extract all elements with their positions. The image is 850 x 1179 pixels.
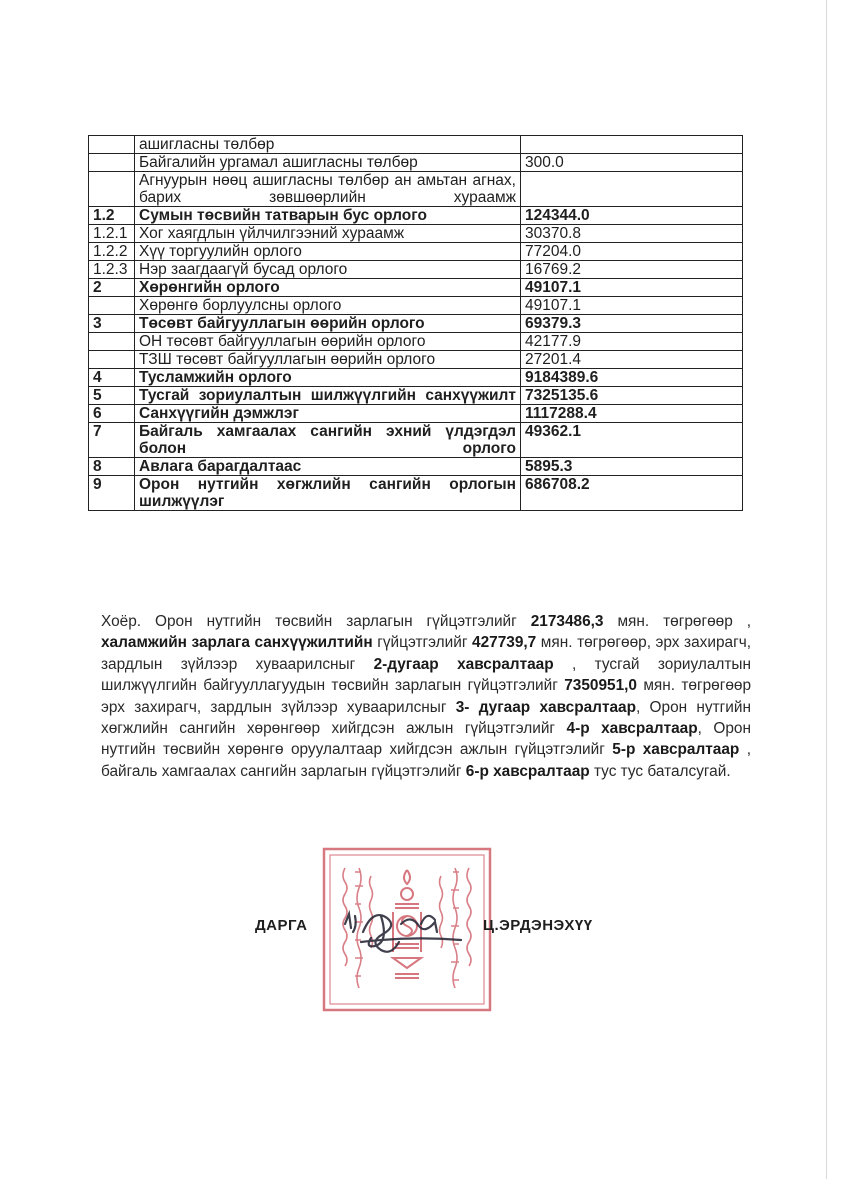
row-name: Хөрөнгө борлуулсны орлого [135, 297, 521, 315]
paragraph-amount: 2173486,3 [530, 613, 604, 630]
row-value: 16769.2 [521, 261, 743, 279]
row-name: Агнуурын нөөц ашигласны төлбөр ан амьтан агнах, барих зөвшөөрлийн хураамж [135, 172, 521, 207]
row-value: 30370.8 [521, 225, 743, 243]
paragraph-text: Хоёр. Орон нутгийн төсвийн зарлагын гүйцэтгэлийг [101, 613, 531, 630]
official-seal [321, 846, 493, 1013]
appendix-reference: 2-дугаар хавсралтаар [373, 655, 554, 673]
paragraph-text: гүйцэтгэлийг [372, 634, 473, 652]
row-value: 1117288.4 [521, 405, 743, 423]
row-name: Хөрөнгийн орлого [135, 279, 521, 297]
row-number [89, 351, 135, 369]
row-number: 1.2.2 [89, 243, 135, 261]
paragraph-text: , байгаль хамгаалах сангийн зарлагын гүйцэтгэлийг [101, 741, 751, 780]
table-row [89, 172, 743, 207]
row-number: 7 [89, 423, 135, 458]
table-row [89, 243, 743, 261]
paragraph-amount: 7350951,0 [564, 677, 637, 695]
appendix-reference: 3- дугаар хавсралтаар [455, 698, 636, 716]
row-value: 49107.1 [521, 279, 743, 297]
row-number: 6 [89, 405, 135, 423]
row-name: Сумын төсвийн татварын бус орлого [135, 207, 521, 225]
row-name: ашигласны төлбөр [135, 136, 521, 154]
row-number: 5 [89, 387, 135, 405]
table-row [89, 154, 743, 172]
appendix-reference: 5-р хавсралтаар [612, 741, 740, 759]
row-value: 7325135.6 [521, 387, 743, 405]
row-name: Авлага барагдалтаас [135, 458, 521, 476]
row-name: Санхүүгийн дэмжлэг [135, 405, 521, 423]
row-number [89, 333, 135, 351]
signatory-title: ДАРГА [255, 917, 308, 934]
paragraph-text: , Орон нутгийн хөгжлийн сангийн хөрөнгөөр хийгдсэн ажлын гүйцэтгэлийг [101, 698, 751, 738]
row-value: 27201.4 [521, 351, 743, 369]
table-row [89, 423, 743, 458]
row-value: 49107.1 [521, 297, 743, 315]
paragraph-text: мян. төгрөгөөр, эрх захирагч, зардлын зүйлээр хуваарилсныг [101, 634, 751, 673]
row-name: Төсөвт байгууллагын өөрийн орлого [135, 315, 521, 333]
revenue-table-container [88, 135, 742, 511]
row-number: 1.2.1 [89, 225, 135, 243]
table-row [89, 333, 743, 351]
table-row [89, 351, 743, 369]
row-number [89, 172, 135, 207]
row-value: 9184389.6 [521, 369, 743, 387]
row-number: 3 [89, 315, 135, 333]
resolution-paragraph [101, 611, 751, 782]
paragraph-text: мян. төгрөгөөр эрх захирагч, зардлын зүйлээр хуваарилсныг [101, 677, 751, 716]
row-name: Тусламжийн орлого [135, 369, 521, 387]
table-row [89, 476, 743, 511]
row-value: 686708.2 [521, 476, 743, 511]
appendix-reference: 6-р хавсралтаар [465, 762, 590, 780]
table-row [89, 207, 743, 225]
row-name: Орон нутгийн хөгжлийн сангийн орлогын шилжүүлэг [135, 476, 521, 511]
row-number [89, 136, 135, 154]
row-value [521, 136, 743, 154]
row-number: 2 [89, 279, 135, 297]
row-name: Хог хаягдлын үйлчилгээний хураамж [135, 225, 521, 243]
paragraph-amount: 427739,7 [472, 634, 537, 652]
row-number: 1.2.3 [89, 261, 135, 279]
table-row [89, 279, 743, 297]
row-name: Байгаль хамгаалах сангийн эхний үлдэгдэл болон орлого [135, 423, 521, 458]
paragraph-text: мян. төгрөгөөр , [603, 613, 751, 630]
table-row [89, 136, 743, 154]
table-row [89, 369, 743, 387]
table-row [89, 315, 743, 333]
table-row [89, 297, 743, 315]
table-row [89, 405, 743, 423]
row-value: 49362.1 [521, 423, 743, 458]
paragraph-text: тус тус баталсугай. [589, 762, 731, 780]
row-number: 1.2 [89, 207, 135, 225]
row-value: 69379.3 [521, 315, 743, 333]
row-value: 5895.3 [521, 458, 743, 476]
row-name: Байгалийн ургамал ашигласны төлбөр [135, 154, 521, 172]
scan-edge-line [826, 0, 827, 1179]
row-name: Хүү торгуулийн орлого [135, 243, 521, 261]
table-row [89, 458, 743, 476]
row-number [89, 297, 135, 315]
row-value: 77204.0 [521, 243, 743, 261]
row-number: 4 [89, 369, 135, 387]
row-value: 42177.9 [521, 333, 743, 351]
row-name: ОН төсөвт байгууллагын өөрийн орлого [135, 333, 521, 351]
table-row [89, 387, 743, 405]
signatory-name: Ц.ЭРДЭНЭХҮҮ [483, 917, 593, 934]
appendix-reference: 4-р хавсралтаар [566, 720, 698, 738]
row-value: 124344.0 [521, 207, 743, 225]
row-number: 8 [89, 458, 135, 476]
row-name: Тусгай зориулалтын шилжүүлгийн санхүүжилт [135, 387, 521, 405]
row-number [89, 154, 135, 172]
paragraph-text: , Орон нутгийн төсвийн хөрөнгө оруулалтаар хийгдсэн ажлын гүйцэтгэлийг [101, 720, 751, 759]
row-number: 9 [89, 476, 135, 511]
row-name: ТЗШ төсөвт байгууллагын өөрийн орлого [135, 351, 521, 369]
table-row [89, 225, 743, 243]
paragraph-text: , тусгай зориулалтын шилжүүлгийн байгууллагуудын төсвийн зарлагын гүйцэтгэлийг [101, 655, 751, 695]
table-row [89, 261, 743, 279]
paragraph-emphasis: халамжийн зарлага санхүүжилтийн [101, 634, 373, 652]
row-name: Нэр заагдаагүй бусад орлого [135, 261, 521, 279]
row-value [521, 172, 743, 207]
revenue-table [88, 135, 743, 511]
row-value: 300.0 [521, 154, 743, 172]
